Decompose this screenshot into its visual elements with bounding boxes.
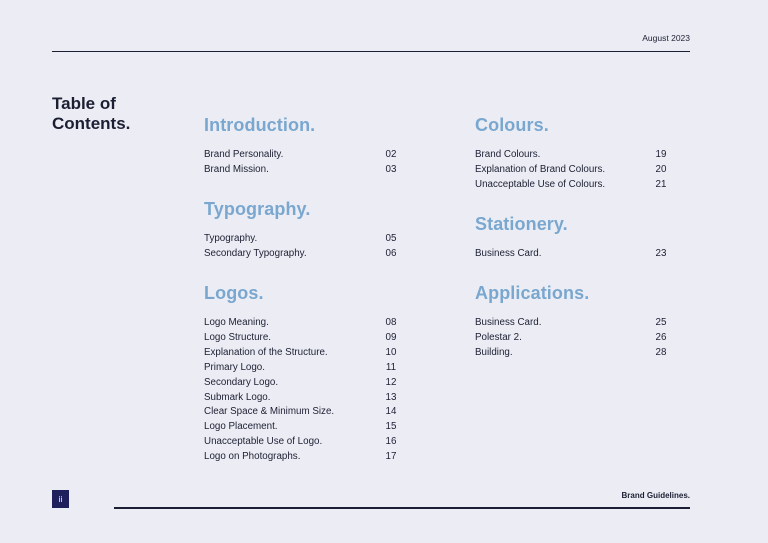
section-title-colours: Colours. (475, 115, 549, 135)
entry-list (204, 316, 401, 465)
entry-list (204, 232, 401, 262)
toc-entry-page: 13 (385, 391, 397, 403)
toc-entry-label: Business Card. (475, 248, 542, 259)
toc-entry[interactable] (204, 346, 401, 361)
toc-entry[interactable] (475, 148, 671, 163)
toc-entry-label: Secondary Typography. (204, 247, 307, 259)
toc-entry[interactable] (475, 247, 671, 262)
toc-entry-label: Primary Logo. (204, 361, 265, 373)
toc-entry[interactable] (204, 361, 401, 376)
toc-entry[interactable] (204, 391, 401, 406)
toc-entry-label: Logo Meaning. (204, 317, 269, 328)
toc-entry[interactable] (475, 163, 671, 178)
toc-entry-page: 11 (385, 361, 397, 373)
toc-entry-page: 03 (385, 163, 397, 175)
section-introduction (204, 114, 401, 178)
section-title-logos: Logos. (204, 283, 264, 303)
toc-entry-page: 16 (385, 436, 397, 448)
section-title-introduction: Introduction. (204, 115, 316, 135)
toc-entry-page: 08 (385, 317, 397, 328)
toc-entry-page: 26 (655, 331, 667, 343)
toc-entry-page: 05 (385, 233, 397, 244)
toc-entry[interactable] (204, 405, 401, 420)
entry-list (475, 247, 671, 262)
toc-entry-page: 10 (385, 346, 397, 358)
toc-entry[interactable] (204, 316, 401, 331)
toc-entry[interactable] (475, 346, 671, 361)
toc-entry[interactable] (204, 420, 401, 435)
toc-entry-label: Polestar 2. (475, 331, 522, 343)
toc-entry-label: Business Card. (475, 317, 542, 328)
toc-entry-label: Explanation of Brand Colours. (475, 163, 606, 175)
toc-entry[interactable] (204, 148, 401, 163)
toc-entry-label: Brand Personality. (204, 149, 284, 160)
toc-entry-page: 21 (655, 178, 667, 190)
toc-entry-label: Unacceptable Use of Colours. (475, 178, 606, 190)
section-title-applications: Applications. (475, 283, 590, 303)
entry-list (475, 148, 671, 193)
toc-entry-label: Clear Space & Minimum Size. (204, 406, 335, 418)
toc-entry[interactable] (204, 163, 401, 178)
toc-entry-page: 14 (385, 406, 397, 418)
toc-entry-page: 25 (655, 317, 667, 328)
page-title-line-2: Contents. (52, 114, 131, 133)
page-title (52, 94, 172, 134)
toc-entry[interactable] (204, 331, 401, 346)
toc-entry-label: Logo Placement. (204, 421, 278, 433)
toc-entry-page: 19 (655, 149, 667, 160)
toc-entry-label: Submark Logo. (204, 391, 271, 403)
toc-entry-page: 23 (655, 248, 667, 259)
toc-entry-label: Explanation of the Structure. (204, 346, 328, 358)
section-applications (475, 282, 671, 361)
toc-entry-page: 20 (655, 163, 667, 175)
toc-entry-page: 06 (385, 247, 397, 259)
toc-entry-label: Brand Mission. (204, 163, 269, 175)
section-title-typography: Typography. (204, 199, 311, 219)
entry-list (204, 148, 401, 178)
section-logos (204, 282, 401, 465)
section-colours (475, 114, 671, 193)
toc-entry-label: Logo on Photographs. (204, 451, 301, 463)
toc-entry-page: 28 (655, 346, 667, 358)
bottom-divider (114, 507, 690, 509)
entry-list (475, 316, 671, 361)
toc-entry-label: Secondary Logo. (204, 376, 279, 388)
toc-entry[interactable] (204, 247, 401, 262)
section-title-stationery: Stationery. (475, 214, 568, 234)
toc-entry[interactable] (475, 178, 671, 193)
page-title-line-1: Table of (52, 94, 116, 113)
toc-entry-page: 12 (385, 376, 397, 388)
document-date: August 2023 (642, 33, 690, 43)
toc-entry[interactable] (204, 232, 401, 247)
toc-entry-page: 02 (385, 149, 397, 160)
toc-entry[interactable] (204, 450, 401, 465)
toc-entry[interactable] (204, 376, 401, 391)
toc-entry-page: 17 (385, 451, 397, 463)
toc-entry-label: Brand Colours. (475, 149, 541, 160)
toc-entry-page: 15 (385, 421, 397, 433)
toc-entry[interactable] (475, 316, 671, 331)
section-typography (204, 198, 401, 262)
section-stationery (475, 213, 671, 262)
toc-entry-label: Logo Structure. (204, 331, 271, 343)
top-divider (52, 51, 690, 52)
toc-entry[interactable] (475, 331, 671, 346)
toc-entry-page: 09 (385, 331, 397, 343)
page-number: ii (58, 494, 63, 504)
toc-entry-label: Building. (475, 346, 513, 358)
page-number-badge (52, 490, 69, 508)
toc-entry-label: Typography. (204, 233, 258, 244)
toc-entry-label: Unacceptable Use of Logo. (204, 436, 323, 448)
footer-label: Brand Guidelines. (621, 491, 690, 500)
toc-entry[interactable] (204, 435, 401, 450)
